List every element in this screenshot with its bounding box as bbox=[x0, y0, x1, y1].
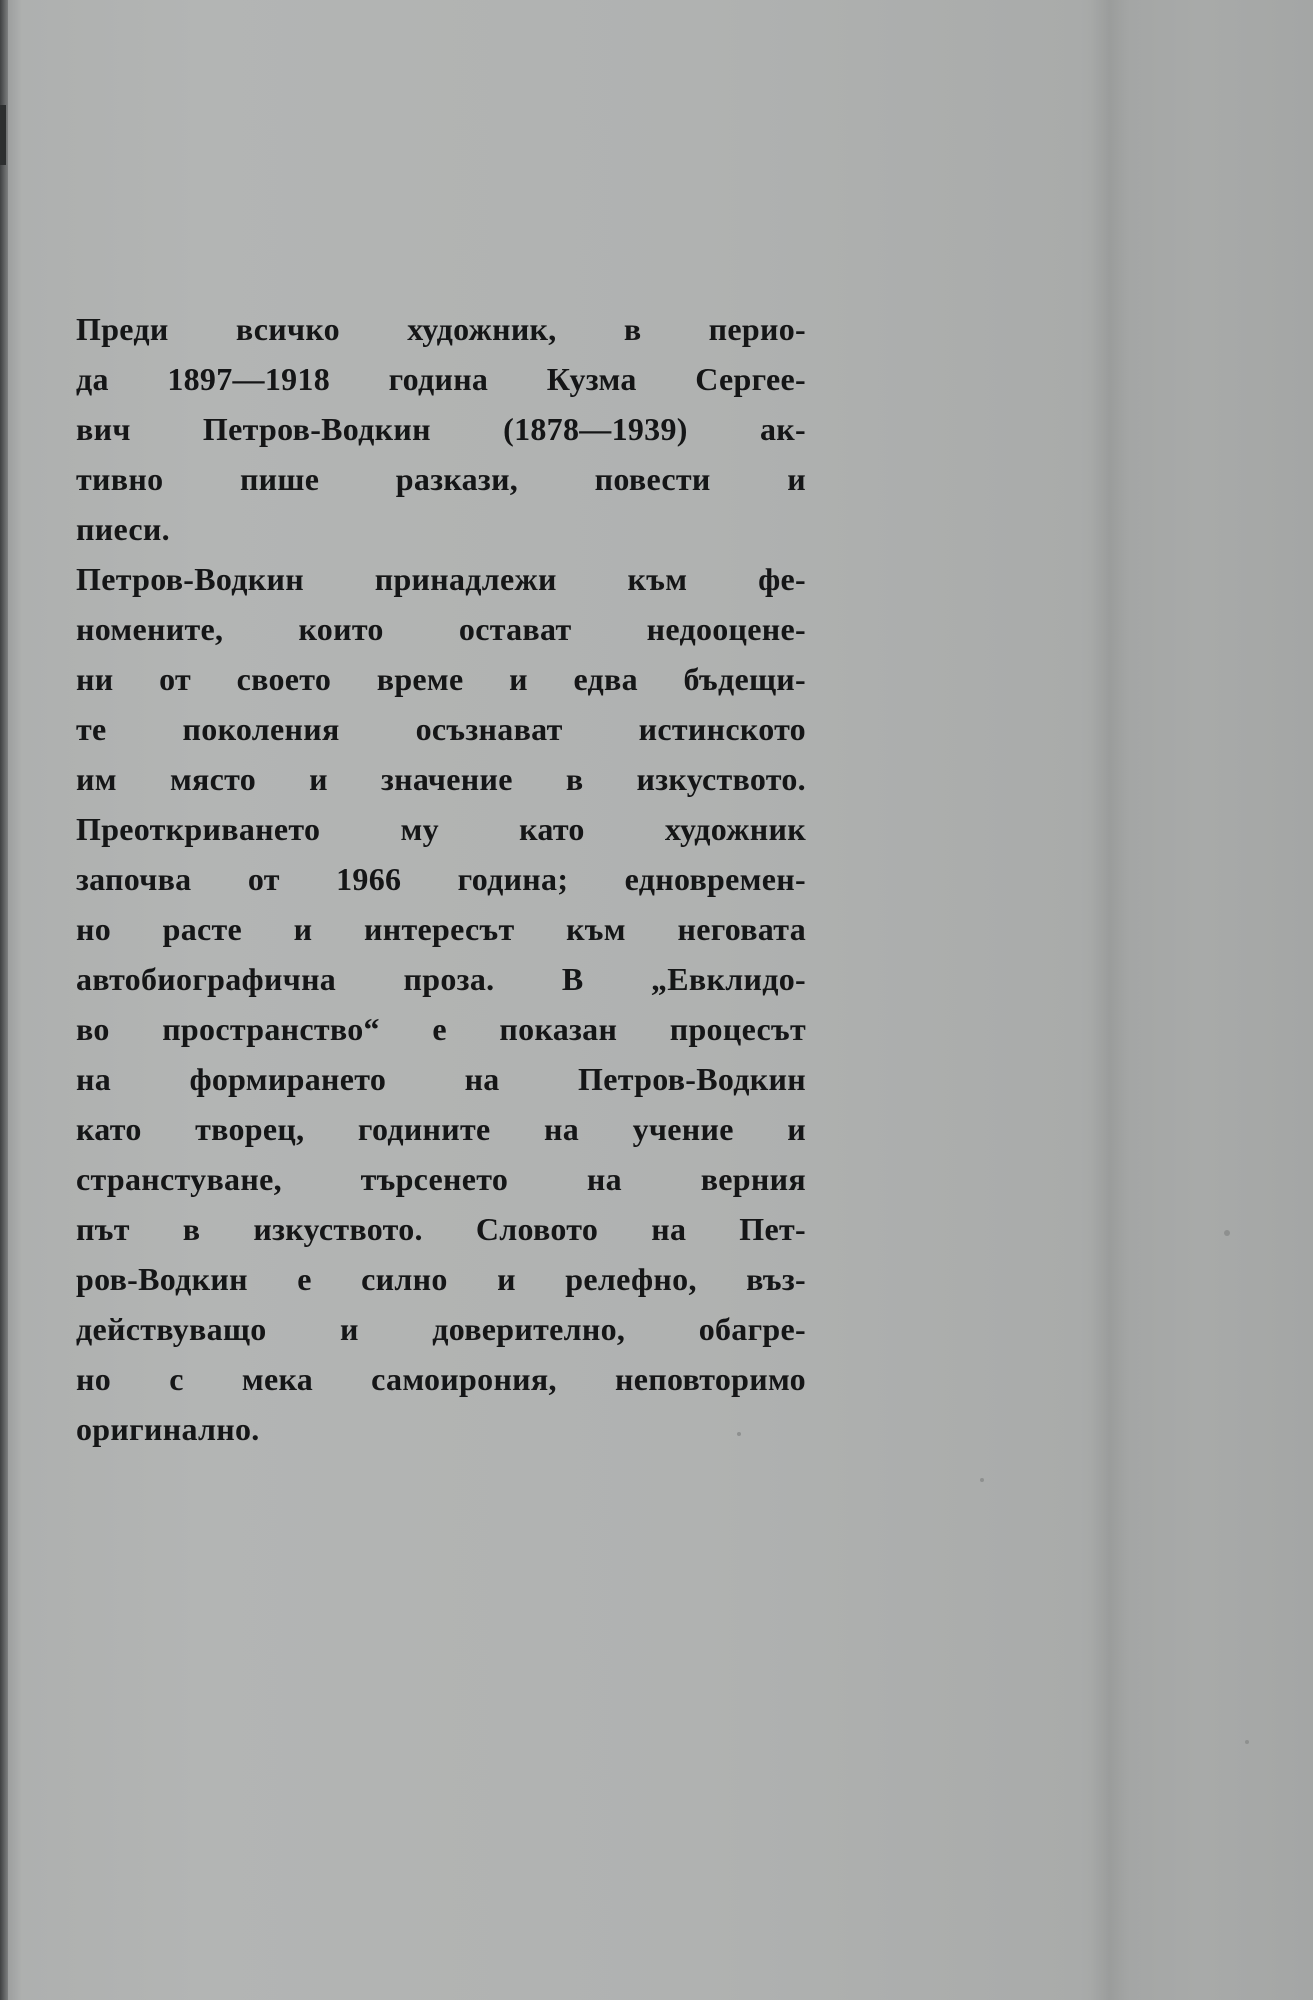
text-line: действуващо и доверително, обагре- bbox=[76, 1311, 806, 1347]
text-line: им място и значение в изкуството. bbox=[76, 761, 806, 797]
text-line: номените, които остават недооцене- bbox=[76, 611, 806, 647]
text-line: да 1897—1918 година Кузма Сергее- bbox=[76, 361, 806, 397]
text-line: оригинално. bbox=[76, 1411, 260, 1447]
text-line: ров-Водкин е силно и релефно, въз- bbox=[76, 1261, 806, 1297]
paper-speck bbox=[1224, 1230, 1230, 1236]
page-fold-shadow bbox=[1090, 0, 1130, 2000]
text-line: тивно пише разкази, повести и bbox=[76, 461, 806, 497]
paper-speck bbox=[980, 1478, 984, 1482]
paper-speck bbox=[1245, 1740, 1249, 1744]
text-line: во пространство“ е показан процесът bbox=[76, 1011, 806, 1047]
text-line: Преоткриването му като художник bbox=[76, 811, 806, 847]
text-line: те поколения осъзнават истинското bbox=[76, 711, 806, 747]
text-line: странстуване, търсенето на верния bbox=[76, 1161, 806, 1197]
text-line: път в изкуството. Словото на Пет- bbox=[76, 1211, 806, 1247]
text-line: започва от 1966 година; едновремен- bbox=[76, 861, 806, 897]
text-line: вич Петров-Водкин (1878—1939) ак- bbox=[76, 411, 806, 447]
text-line: автобиографична проза. В „Евклидо- bbox=[76, 961, 806, 997]
text-line: но расте и интересът към неговата bbox=[76, 911, 806, 947]
text-line: но с мека самоирония, неповторимо bbox=[76, 1361, 806, 1397]
page-binding-edge bbox=[0, 0, 8, 2000]
text-line: ни от своето време и едва бъдещи- bbox=[76, 661, 806, 697]
text-line: като творец, годините на учение и bbox=[76, 1111, 806, 1147]
text-line: пиеси. bbox=[76, 511, 170, 547]
text-line: Петров-Водкин принадлежи към фе- bbox=[76, 561, 806, 597]
text-line: Преди всичко художник, в перио- bbox=[76, 311, 806, 347]
annotation-text bbox=[76, 304, 806, 1454]
text-line: на формирането на Петров-Водкин bbox=[76, 1061, 806, 1097]
binding-mark bbox=[0, 105, 6, 165]
